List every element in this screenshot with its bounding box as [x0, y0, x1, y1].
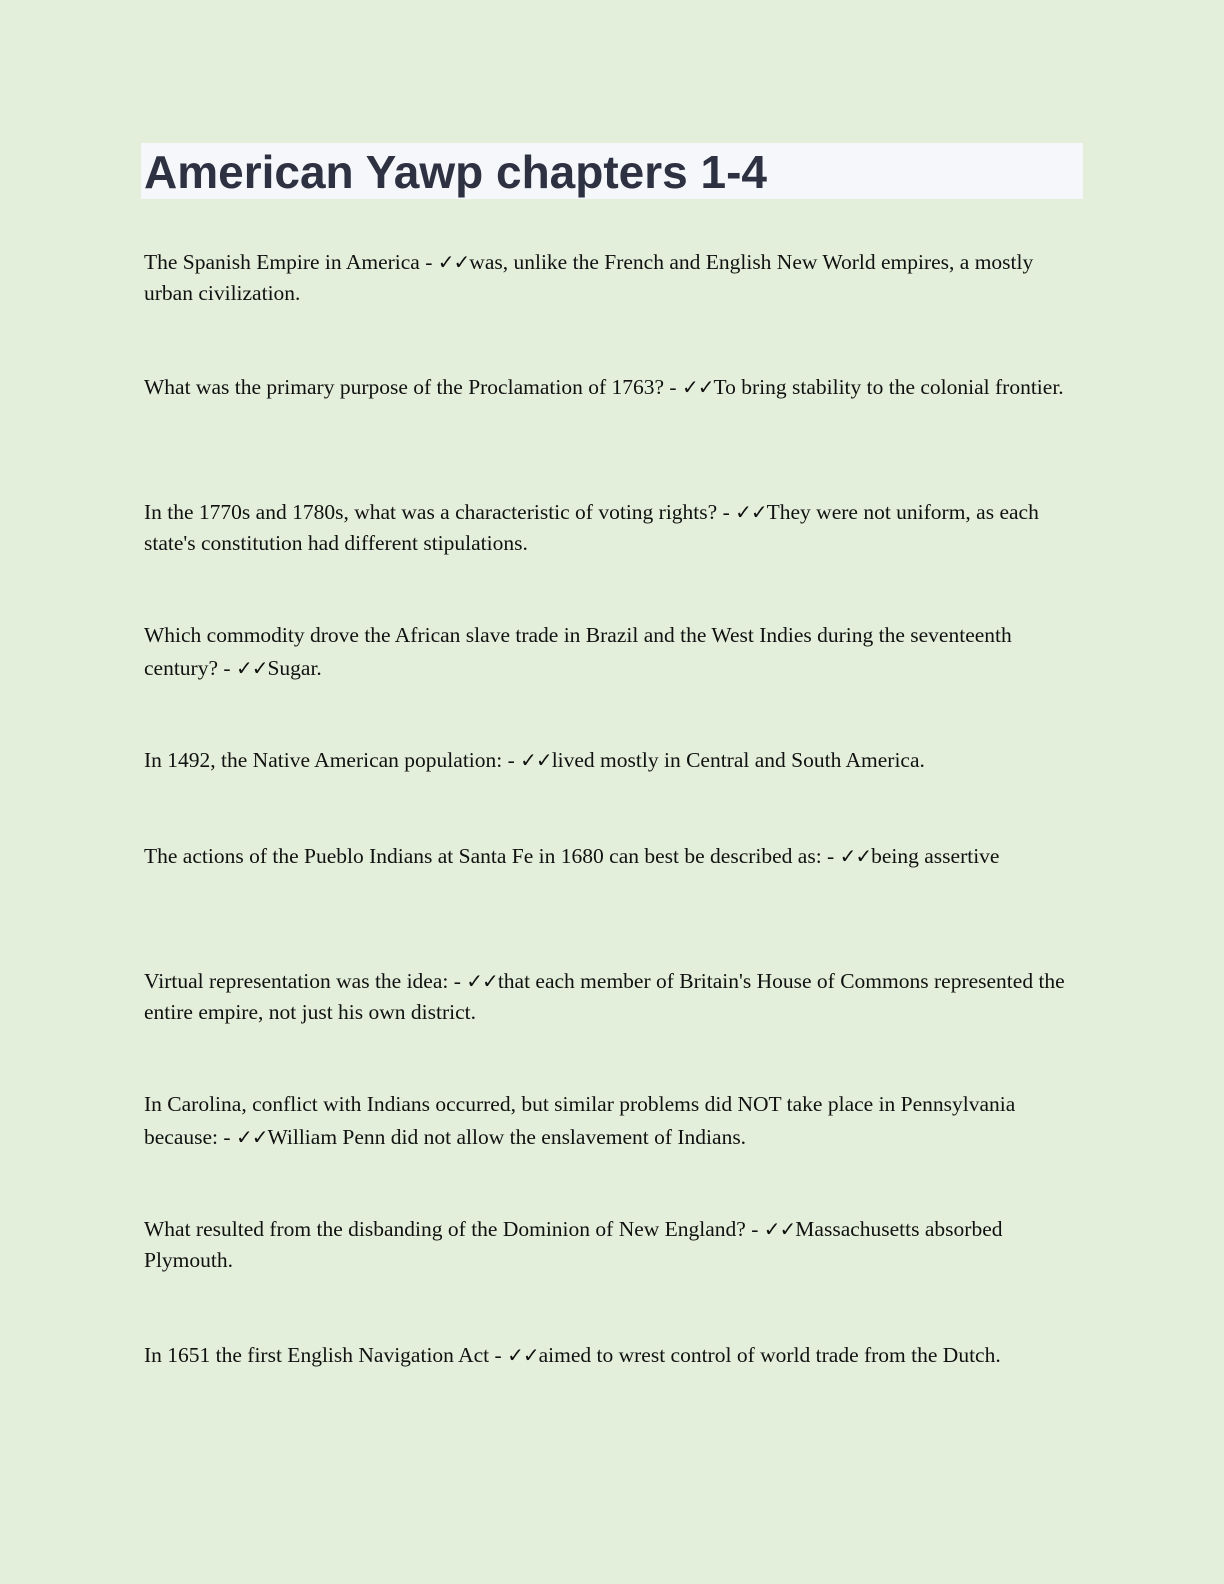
separator: -	[489, 1343, 508, 1367]
qa-item-1	[144, 247, 1079, 309]
double-check-icon: ✓✓	[466, 969, 498, 993]
separator: -	[448, 969, 467, 993]
answer-text: lived mostly in Central and South America.	[551, 748, 925, 772]
title-banner	[141, 143, 1083, 199]
answer-text: aimed to wrest control of world trade from the Dutch.	[538, 1343, 1001, 1367]
question-text: In 1492, the Native American population:	[144, 748, 503, 772]
qa-item-2	[144, 372, 1079, 403]
separator: -	[502, 748, 521, 772]
separator: -	[717, 500, 736, 524]
double-check-icon: ✓✓	[437, 250, 470, 274]
answer-text: that each member of Britain's House of Commons represented the entire empire, not just his own district.	[144, 969, 1065, 1024]
qa-item-4	[144, 619, 1079, 685]
double-check-icon: ✓✓	[735, 500, 767, 524]
separator: -	[745, 1217, 764, 1241]
question-text: What was the primary purpose of the Proclamation of 1763?	[144, 375, 665, 399]
question-text: In the 1770s and 1780s, what was a characteristic of voting rights?	[144, 500, 718, 524]
qa-item-7	[144, 966, 1079, 1028]
double-check-icon: ✓✓	[681, 375, 714, 399]
answer-text: Massachusetts absorbed Plymouth.	[144, 1217, 1003, 1272]
double-check-icon: ✓✓	[520, 748, 552, 772]
separator: -	[419, 250, 438, 274]
answer-text: being assertive	[871, 844, 1000, 868]
answer-text: Sugar.	[267, 656, 322, 680]
separator: -	[664, 375, 682, 399]
question-text: The Spanish Empire in America	[144, 250, 420, 274]
separator: -	[821, 844, 840, 868]
qa-item-10	[144, 1340, 1079, 1371]
answer-text: They were not uniform, as each state's constitution had different stipulations.	[144, 500, 1039, 555]
qa-item-8	[144, 1088, 1079, 1154]
qa-item-5	[144, 745, 1079, 776]
page-title: American Yawp chapters 1-4	[144, 146, 767, 198]
question-text: Which commodity drove the African slave trade in Brazil and the West Indies during the seventeenth century?	[144, 623, 1012, 680]
double-check-icon: ✓✓	[235, 656, 268, 680]
question-text: What resulted from the disbanding of the Dominion of New England?	[144, 1217, 746, 1241]
answer-text: To bring stability to the colonial frontier.	[713, 375, 1064, 399]
question-text: The actions of the Pueblo Indians at Santa Fe in 1680 can best be described as:	[144, 844, 822, 868]
answer-text: William Penn did not allow the enslavement of Indians.	[267, 1125, 747, 1149]
question-text: In 1651 the first English Navigation Act	[144, 1343, 490, 1367]
qa-item-9	[144, 1214, 1079, 1276]
qa-item-6	[144, 841, 1079, 872]
double-check-icon: ✓✓	[763, 1217, 796, 1241]
double-check-icon: ✓✓	[507, 1343, 539, 1367]
question-text: Virtual representation was the idea:	[144, 969, 449, 993]
separator: -	[218, 656, 236, 680]
double-check-icon: ✓✓	[839, 844, 872, 868]
separator: -	[218, 1125, 236, 1149]
double-check-icon: ✓✓	[235, 1125, 268, 1149]
answer-text: was, unlike the French and English New World empires, a mostly urban civilization.	[144, 250, 1034, 305]
question-text: In Carolina, conflict with Indians occurred, but similar problems did NOT take place in Pennsylvania because:	[144, 1092, 1016, 1149]
qa-item-3	[144, 497, 1079, 559]
